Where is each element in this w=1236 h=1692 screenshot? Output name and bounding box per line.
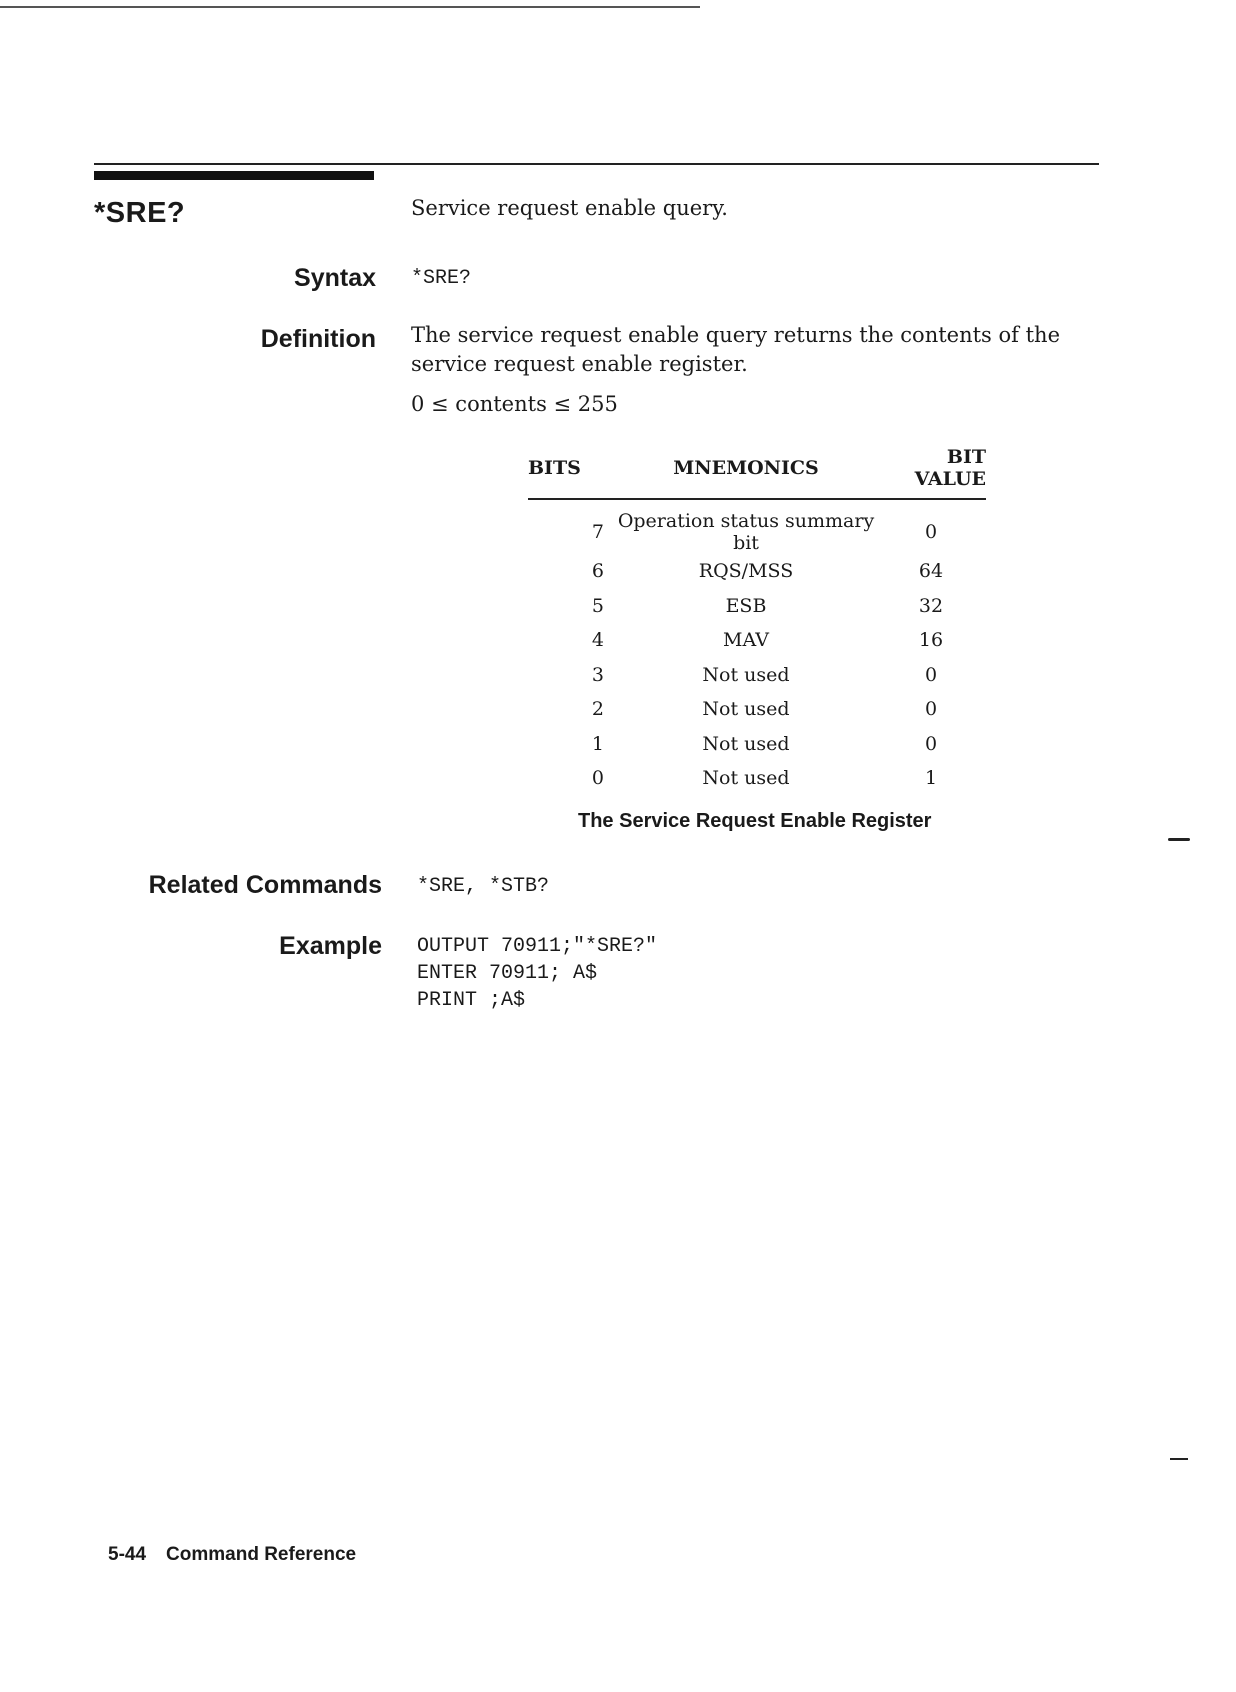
table-row <box>528 554 986 589</box>
definition-text: The service request enable query returns the contents of the service request enable register. <box>411 323 1060 376</box>
mnemonic-cell: ESB <box>725 594 767 617</box>
bit-cell: 2 <box>591 698 604 721</box>
bit-cell: 4 <box>591 629 604 652</box>
example-label: Example <box>279 932 382 960</box>
value-cell: 32 <box>918 594 944 617</box>
table-row <box>528 499 986 554</box>
table-row <box>528 727 986 762</box>
mnemonic-cell: Not used <box>702 663 790 686</box>
example-line: PRINT ;A$ <box>417 989 526 1012</box>
mnemonic-cell: Operation status summary bit <box>617 510 875 554</box>
register-table <box>528 446 986 796</box>
definition-range: 0 ≤ contents ≤ 255 <box>411 392 618 416</box>
table-row <box>528 761 986 796</box>
syntax-text: *SRE? <box>411 267 472 290</box>
header-mnemonics: MNEMONICS <box>616 446 876 499</box>
bit-cell: 1 <box>591 732 604 755</box>
bit-cell: 6 <box>591 560 604 583</box>
mnemonic-cell: Not used <box>702 732 790 755</box>
value-cell: 64 <box>918 560 944 583</box>
page-number: 5-44 <box>108 1544 147 1565</box>
bit-cell: 0 <box>591 767 604 790</box>
related-commands-label: Related Commands <box>148 871 382 899</box>
scan-mark <box>1170 1458 1188 1460</box>
definition-label: Definition <box>260 325 376 353</box>
table-row <box>528 589 986 624</box>
header-rule <box>94 163 1099 165</box>
mnemonic-cell: Not used <box>702 767 790 790</box>
example-line: ENTER 70911; A$ <box>417 962 598 985</box>
value-cell: 1 <box>924 767 938 790</box>
value-cell: 0 <box>924 698 938 721</box>
related-commands-text: *SRE, *STB? <box>417 875 550 898</box>
command-title: *SRE? <box>94 197 186 229</box>
table-row <box>528 692 986 727</box>
header-bit-value: BIT VALUE <box>876 446 986 499</box>
top-rule <box>0 6 700 8</box>
header-bar <box>94 171 374 180</box>
mnemonic-cell: MAV <box>723 629 769 652</box>
table-header-row <box>528 446 986 499</box>
footer-section: Command Reference <box>166 1544 357 1565</box>
command-description: Service request enable query. <box>411 196 728 220</box>
header-bits: BITS <box>528 446 616 499</box>
value-cell: 16 <box>918 629 944 652</box>
mnemonic-cell: RQS/MSS <box>698 560 794 583</box>
value-cell: 0 <box>924 521 938 543</box>
bit-cell: 5 <box>591 594 604 617</box>
value-cell: 0 <box>924 663 938 686</box>
example-line: OUTPUT 70911;"*SRE?" <box>417 935 658 958</box>
scan-mark <box>1168 838 1190 841</box>
bit-cell: 3 <box>591 663 604 686</box>
table-row <box>528 623 986 658</box>
mnemonic-cell: Not used <box>702 698 790 721</box>
syntax-label: Syntax <box>294 264 376 292</box>
table-row <box>528 658 986 693</box>
value-cell: 0 <box>924 732 938 755</box>
table-caption: The Service Request Enable Register <box>578 810 932 832</box>
bit-cell: 7 <box>591 521 604 543</box>
page-footer <box>108 1544 356 1566</box>
